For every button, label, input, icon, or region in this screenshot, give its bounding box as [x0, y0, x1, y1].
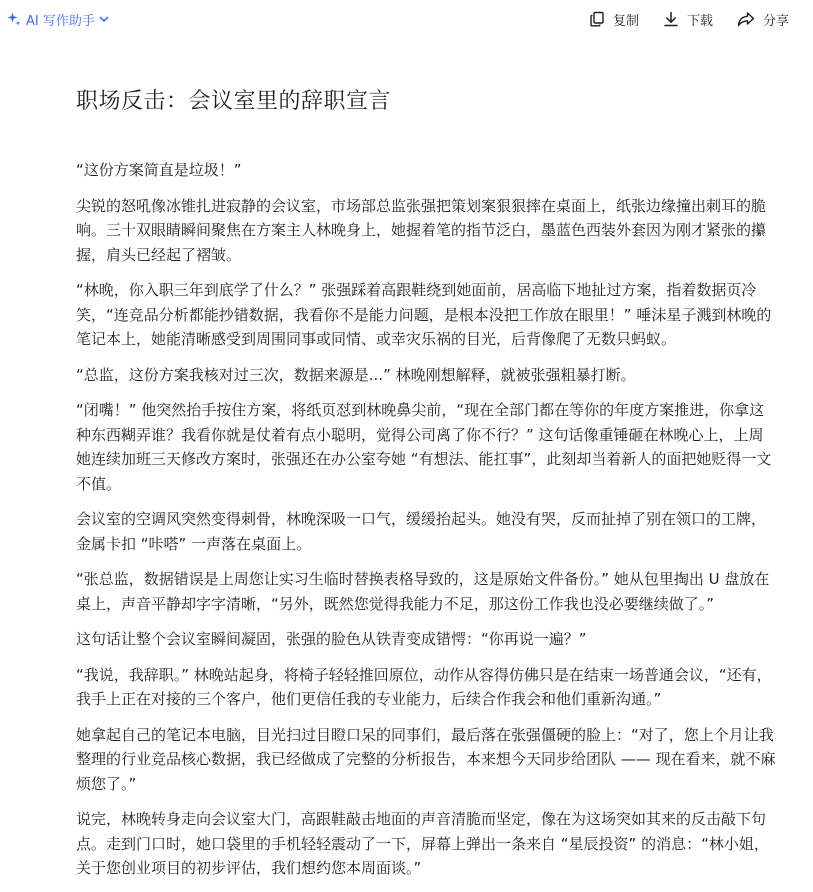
paragraph: 这句话让整个会议室瞬间凝固，张强的脸色从铁青变成错愕：“你再说一遍？”	[76, 630, 587, 648]
chevron-down-icon	[98, 13, 110, 25]
copy-button[interactable]	[589, 10, 639, 29]
paragraph: “张总监，数据错误是上周您让实习生临时替换表格导致的，这是原始文件备份。” 她从包里掏出 U 盘放在桌上，声音平静却字字清晰，“另外，既然您觉得我能力不足，那这份工作我也没必要继续做了。”	[76, 570, 770, 613]
sparkle-icon	[6, 11, 22, 27]
ai-writing-assistant-label: AI 写作助手	[26, 13, 95, 29]
paragraph: “这份方案简直是垃圾！”	[76, 161, 242, 179]
paragraph: 说完，林晚转身走向会议室大门，高跟鞋敲击地面的声音清脆而坚定，像在为这场突如其来的反击敲下句点。走到门口时，她口袋里的手机轻轻震动了一下，屏幕上弹出一条来自 “星辰投资” 的消息：“林小姐，关于您创业项目的初步评估，我们想约您本周面谈。”	[76, 810, 769, 877]
paragraph: 尖锐的怒吼像冰锥扎进寂静的会议室，市场部总监张强把策划案狠狠摔在桌面上，纸张边缘撞出刺耳的脆响。三十双眼睛瞬间聚焦在方案主人林晚身上，她握着笔的指节泛白，墨蓝色西装外套因为刚才紧张的攥握，肩头已经起了褶皱。	[76, 196, 767, 264]
paragraph: “林晚，你入职三年到底学了什么？” 张强踩着高跟鞋绕到她面前，居高临下地扯过方案，指着数据页冷笑，“连竞品分析都能抄错数据，我看你不是能力问题，是根本没把工作放在眼里！” 唾沫星子溅到林晚的笔记本上，她能清晰感受到周围同事或同情、或幸灾乐祸的目光，后背像爬了无数只蚂蚁。	[76, 281, 772, 348]
top-toolbar	[0, 0, 813, 38]
download-label: 下载	[686, 13, 713, 29]
paragraph: 她拿起自己的笔记本电脑，目光扫过目瞪口呆的同事们，最后落在张强僵硬的脸上：“对了，您上个月让我整理的行业竞品核心数据，我已经做成了完整的分析报告，本来想今天同步给团队 —— 现在看来，就不麻烦您了。”	[76, 725, 776, 793]
copy-label: 复制	[612, 13, 639, 29]
paragraph: “总监，这份方案我核对过三次，数据来源是...” 林晚刚想解释，就被张强粗暴打断。	[76, 365, 636, 384]
paragraph: “我说，我辞职。” 林晚站起身，将椅子轻轻推回原位，动作从容得仿佛只是在结束一场普通会议，“还有，我手上正在对接的三个客户，他们更信任我的专业能力，后续合作我会和他们重新沟通。”	[76, 665, 772, 708]
download-icon	[663, 11, 687, 27]
share-label: 分享	[762, 13, 789, 29]
share-icon	[737, 11, 763, 27]
download-button[interactable]	[663, 10, 713, 29]
document-title: 职场反击：会议室里的辞职宣言	[76, 89, 392, 114]
paragraph: “闭嘴！” 他突然抬手按住方案，将纸页怼到林晚鼻尖前，“现在全部门都在等你的年度方案推进，你拿这种东西糊弄谁？我看你就是仗着有点小聪明，觉得公司离了你不行？” 这句话像重锤砸在林晚心上，上周她连续加班三天修改方案时，张强还在办公室夸她 “有想法、能扛事”，此刻却当着新人的面把她贬得一文不值。	[76, 401, 772, 493]
document-body	[76, 86, 776, 892]
paragraph: 会议室的空调风突然变得刺骨，林晚深吸一口气，缓缓抬起头。她没有哭，反而扯掉了别在领口的工牌，金属卡扣 “咔嗒” 一声落在桌面上。	[76, 510, 767, 553]
ai-writing-assistant-button[interactable]	[6, 9, 110, 29]
copy-icon	[589, 11, 613, 27]
document-actions	[565, 8, 789, 30]
share-button[interactable]	[737, 10, 789, 29]
